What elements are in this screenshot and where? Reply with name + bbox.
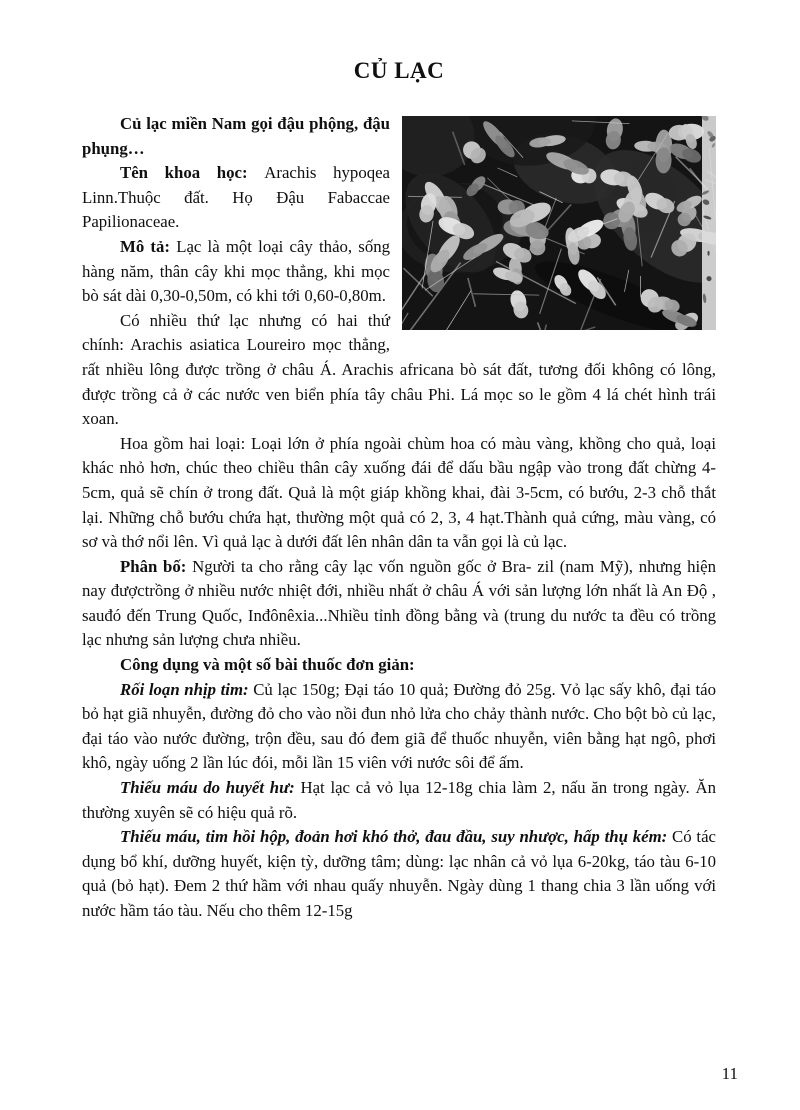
- text-segment: Hoa gồm hai loại: Loại lớn ở phía ngoài chùm hoa có màu vàng, khồng cho quả, loại khác nhỏ hơn, chúc theo chiều thân cây xuống đái để dấu bầu ngập vào trong đất chừng 4-5cm, quả sẽ chín ở trong đất. Quả là một giáp khồng khai, đài 3-5cm, có bướu, 2-3 chỗ thắt lại. Những chỗ bướu chứa hạt, thường một quả có 2, 3, 4 hạt.Thành quả cứng, màu vàng, có sơ và thớ nổi lên. Vì quả lạc à dưới đất lên nhân dân ta vẫn gọi là củ lạc.: [82, 433, 716, 552]
- peanuts-photo: [402, 116, 716, 330]
- text-segment: Mô tả:: [120, 236, 177, 256]
- text-segment: Có tác dụng bổ khí, dưỡng huyết, kiện tỳ, dưỡng tâm; dùng: lạc nhân cả vỏ lụa 6-20kg, táo tàu 6-10 quả (bỏ hạt). Đem 2 thứ hầm với nhau quấy nhuyễn. Ngày dùng 1 thang chia 3 lần uống với nước hầm táo tàu. Nếu cho thêm 12-15g: [82, 827, 716, 920]
- text-segment: Củ lạc miền Nam gọi đậu phộng, đậu phụng…: [82, 114, 390, 158]
- text-segment: Tên khoa học:: [120, 163, 265, 183]
- text-segment: Hạt lạc cả vỏ lụa 12-18g chia làm 2, nấu ăn trong ngày. Ăn thường xuyên sẽ có hiệu quả rõ.: [82, 778, 716, 822]
- text-segment: Người ta cho rằng cây lạc vốn nguồn gốc ở Bra- zil (nam Mỹ), nhưng hiện nay đượctrồng ở nhiều nước nhiệt đới, nhiều nhất ở châu Á với sản lượng lớn nhất là An Độ , sauđó đến Trung Quốc, Inđônêxia...Nhiều tỉnh đồng bằng và (trung du nước ta đều có trồng lạc nhưng sản lượng chưa nhiều.: [82, 556, 716, 650]
- paragraph-thieu-mau-huyet-hu: [82, 776, 716, 825]
- text-segment: Có nhiều thứ lạc nhưng có hai thứ chính: Arachis asiatica Loureiro mọc thẳng, rất nhiều lông được trồng ở châu Á. Arachis africana bò sát đất, tương đối không có lông, được trồng cả ở các nước ven biển phía tây châu Phi. Lá mọc so le gồm 4 lá chét hình trái xoan.: [82, 310, 716, 429]
- paragraph-cong-dung-heading: [82, 653, 716, 678]
- page-title: CỦ LẠC: [353, 58, 445, 83]
- text-segment: Thiếu máu, tim hồi hộp, đoản hơi khó thở, đau đầu, suy nhược, hấp thụ kém:: [120, 827, 673, 847]
- text-segment: Thiếu máu do huyết hư:: [120, 778, 301, 798]
- paragraph-hoa-va-qua: [82, 432, 716, 555]
- peanuts-photo-svg: [402, 116, 716, 330]
- text-segment: Lạc là một loại cây thảo, sống hàng năm, thân cây khi mọc thẳng, khi mọc bò sát dài 0,30-0,50m, có khi tới 0,60-0,80m.: [82, 236, 391, 306]
- text-segment: Củ lạc 150g; Đại táo 10 quả; Đường đỏ 25g. Vỏ lạc sấy khô, đại táo bỏ hạt giã nhuyễn, đường đỏ cho vào nồi đun nhỏ lửa cho chảy thành nước. Cho bột bò củ lạc, đại táo vào nước đường, trộn đều, sau đó đem giã để thuốc nhuyễn, viên bằng hạt ngô, phơi khô, ngày uống 2 lần lúc đói, mỗi lần 15 viên với nước sôi để ấm.: [82, 679, 716, 773]
- text-segment: Công dụng và một số bài thuốc đơn giản:: [120, 655, 415, 675]
- article-body: [82, 112, 716, 924]
- text-segment: Arachis hypoqea Linn.Thuộc đất. Họ Đậu Fabaccae Papilionaceae.: [82, 163, 390, 232]
- text-segment: Rối loạn nhịp tim:: [120, 679, 254, 699]
- paragraph-roi-loan-nhip-tim: [82, 678, 716, 776]
- paragraph-phan-bo: [82, 555, 716, 653]
- page-number: 11: [721, 1064, 738, 1083]
- text-segment: Phân bố:: [120, 556, 193, 576]
- paragraph-thieu-mau-tim-hoi-hop: [82, 825, 716, 923]
